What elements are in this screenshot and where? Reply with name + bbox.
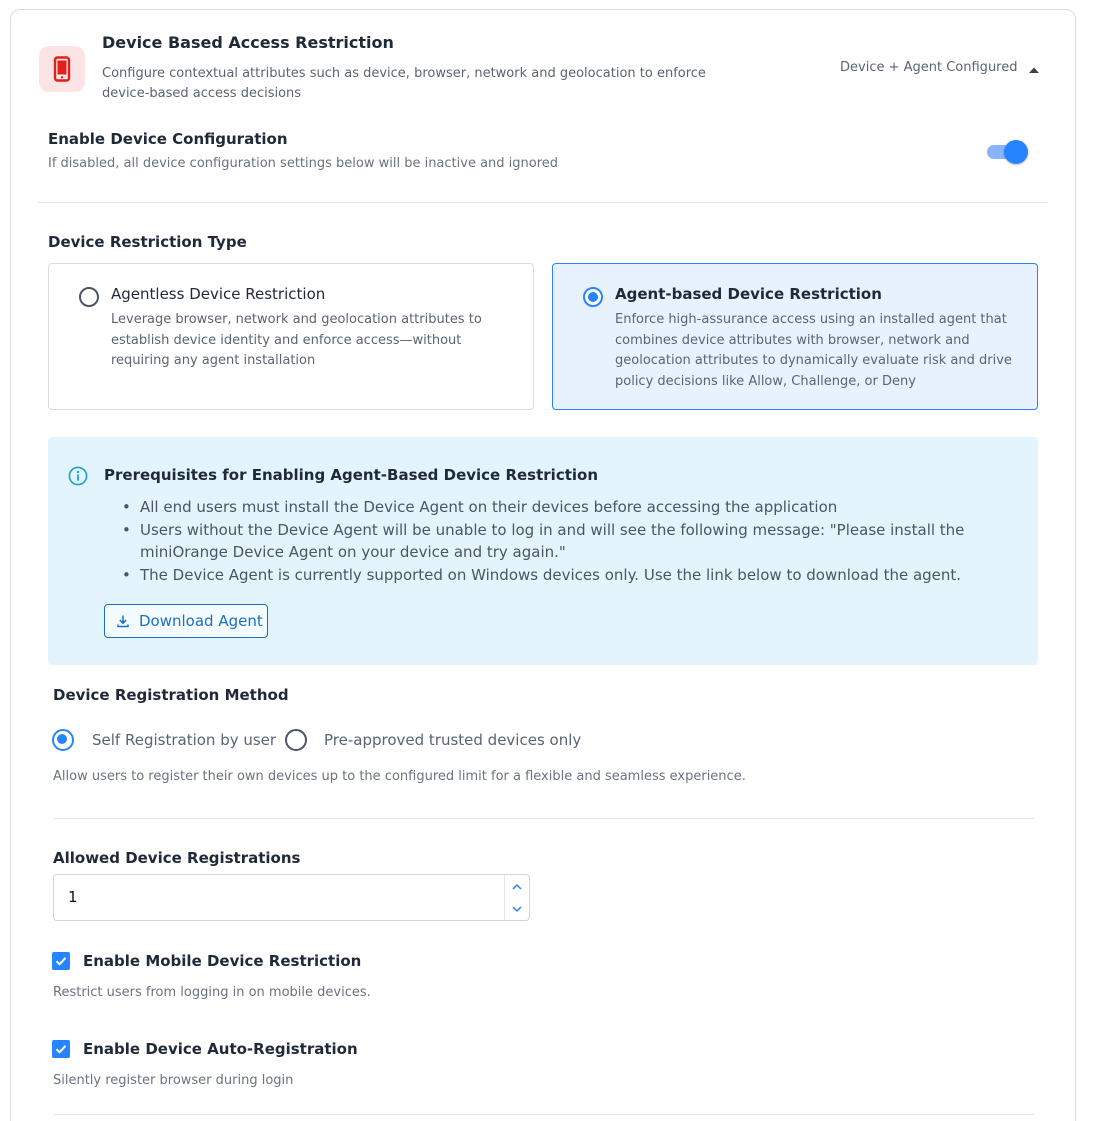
chevron-down-icon[interactable] bbox=[510, 902, 524, 916]
preapproved-radio[interactable] bbox=[285, 729, 307, 751]
prerequisite-item: • Users without the Device Agent will be unable to log in and will see the following message: "Please install the miniOrange Device Agent on your device and try again." bbox=[122, 519, 1022, 564]
section-description: Configure contextual attributes such as device, browser, network and geolocation to enforce device-based access decisions bbox=[102, 66, 706, 101]
preapproved-label[interactable]: Pre-approved trusted devices only bbox=[324, 731, 582, 749]
auto-registration-label[interactable]: Enable Device Auto-Registration bbox=[83, 1040, 358, 1058]
registration-method-help: Allow users to register their own devices up to the configured limit for a flexible and seamless experience. bbox=[53, 769, 746, 784]
header-icon-box bbox=[39, 46, 85, 92]
enable-config-title: Enable Device Configuration bbox=[48, 130, 288, 148]
allowed-registrations-value: 1 bbox=[68, 888, 78, 906]
configuration-status: Device + Agent Configured bbox=[840, 60, 1018, 75]
checkmark-icon bbox=[54, 954, 68, 968]
divider bbox=[38, 202, 1048, 203]
chevron-up-icon[interactable] bbox=[510, 880, 524, 894]
info-icon bbox=[68, 466, 88, 486]
agent-based-radio[interactable] bbox=[583, 287, 603, 307]
agent-based-title: Agent-based Device Restriction bbox=[615, 285, 882, 303]
enable-config-toggle[interactable] bbox=[986, 142, 1030, 162]
registration-method-label: Device Registration Method bbox=[53, 686, 289, 704]
mobile-phone-icon bbox=[52, 56, 72, 82]
checkmark-icon bbox=[54, 1042, 68, 1056]
agentless-restriction-card[interactable] bbox=[48, 263, 534, 410]
download-agent-button[interactable] bbox=[104, 604, 268, 638]
auto-registration-help: Silently register browser during login bbox=[53, 1073, 294, 1088]
allowed-registrations-input[interactable] bbox=[53, 874, 530, 921]
enable-config-description: If disabled, all device configuration settings below will be inactive and ignored bbox=[48, 156, 559, 171]
self-registration-radio[interactable] bbox=[52, 729, 74, 751]
agentless-title: Agentless Device Restriction bbox=[111, 285, 326, 303]
agentless-radio[interactable] bbox=[79, 287, 99, 307]
prerequisites-title: Prerequisites for Enabling Agent-Based Device Restriction bbox=[104, 466, 599, 484]
divider bbox=[53, 818, 1034, 819]
agent-based-restriction-card[interactable] bbox=[552, 263, 1038, 410]
download-icon bbox=[115, 613, 131, 629]
prerequisites-list bbox=[122, 496, 1022, 586]
auto-registration-checkbox[interactable] bbox=[52, 1040, 70, 1058]
allowed-registrations-label: Allowed Device Registrations bbox=[53, 849, 301, 867]
agentless-description: Leverage browser, network and geolocation attributes to establish device identity and enforce access—without requiring any agent installation bbox=[111, 312, 482, 368]
prerequisite-item: • The Device Agent is currently supported on Windows devices only. Use the link below to download the agent. bbox=[122, 564, 1022, 587]
toggle-knob bbox=[1004, 140, 1028, 164]
section-title: Device Based Access Restriction bbox=[102, 33, 394, 52]
mobile-restriction-checkbox[interactable] bbox=[52, 952, 70, 970]
self-registration-label[interactable]: Self Registration by user bbox=[92, 731, 277, 749]
agent-based-description: Enforce high-assurance access using an installed agent that combines device attributes with browser, network and geolocation attributes to dynamically evaluate risk and drive policy decisions like Allow, Challenge, or Deny bbox=[615, 312, 1012, 389]
restriction-type-label: Device Restriction Type bbox=[48, 233, 247, 251]
mobile-restriction-help: Restrict users from logging in on mobile devices. bbox=[53, 985, 371, 1000]
number-spinner bbox=[504, 875, 529, 920]
mobile-restriction-label[interactable]: Enable Mobile Device Restriction bbox=[83, 952, 362, 970]
divider bbox=[53, 1114, 1034, 1115]
download-agent-label: Download Agent bbox=[139, 612, 263, 630]
prerequisite-item: • All end users must install the Device Agent on their devices before accessing the application bbox=[122, 496, 1022, 519]
collapse-caret-icon[interactable] bbox=[1026, 62, 1042, 78]
